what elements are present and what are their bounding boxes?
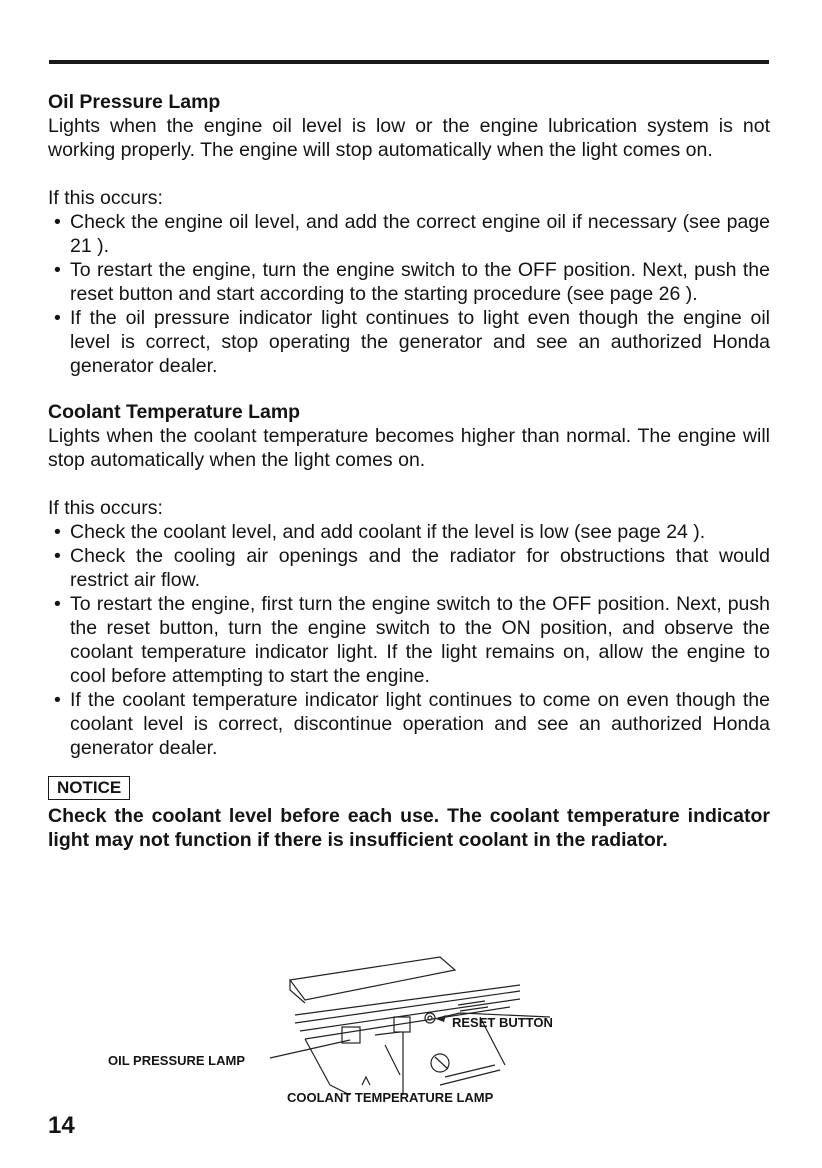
oil-pressure-lamp-label: OIL PRESSURE LAMP (108, 1053, 246, 1068)
coolant-if-occurs: If this occurs: (48, 497, 163, 519)
list-item: • Check the cooling air openings and the radiator for obstructions that would restrict air flow. (48, 544, 770, 592)
oil-pressure-heading: Oil Pressure Lamp (48, 91, 221, 113)
list-item: • To restart the engine, turn the engine switch to the OFF position. Next, push the reset button and start according to the starting procedure (see page 26 ). (48, 258, 770, 306)
page-body (48, 90, 770, 852)
reset-button-label: RESET BUTTON (452, 1015, 553, 1030)
list-item: • Check the coolant level, and add coolant if the level is low (see page 24 ). (48, 520, 770, 544)
control-panel-drawing (100, 945, 700, 1110)
coolant-bullet-list (48, 520, 770, 760)
list-item: • If the oil pressure indicator light continues to light even though the engine oil level is correct, stop operating the generator and see an authorized Honda generator dealer. (48, 306, 770, 378)
oil-bullet-list (48, 210, 770, 378)
control-panel-figure (100, 945, 700, 1110)
coolant-temperature-lamp-label: COOLANT TEMPERATURE LAMP (287, 1090, 494, 1105)
page-number: 14 (48, 1112, 75, 1139)
coolant-heading: Coolant Temperature Lamp (48, 401, 301, 423)
coolant-intro: Lights when the coolant temperature becomes higher than normal. The engine will stop automatically when the light comes on. (48, 425, 770, 471)
oil-if-occurs: If this occurs: (48, 187, 163, 209)
top-rule (49, 60, 769, 64)
notice-text: Check the coolant level before each use. The coolant temperature indicator light may not function if there is insufficient coolant in the radiator. (48, 805, 770, 851)
oil-pressure-section (48, 90, 770, 378)
list-item: • If the coolant temperature indicator light continues to come on even though the coolant level is correct, discontinue operation and see an authorized Honda generator dealer. (48, 688, 770, 760)
list-item: • Check the engine oil level, and add the correct engine oil if necessary (see page 21 ). (48, 210, 770, 258)
notice-label: NOTICE (48, 776, 130, 800)
oil-pressure-intro: Lights when the engine oil level is low or the engine lubrication system is not working properly. The engine will stop automatically when the light comes on. (48, 115, 770, 161)
coolant-temperature-section (48, 400, 770, 760)
list-item: • To restart the engine, first turn the engine switch to the OFF position. Next, push the reset button, turn the engine switch to the ON position, and observe the coolant temperature indicator light. If the light remains on, allow the engine to cool before attempting to start the engine. (48, 592, 770, 688)
reset-arrow-icon (436, 1015, 446, 1022)
